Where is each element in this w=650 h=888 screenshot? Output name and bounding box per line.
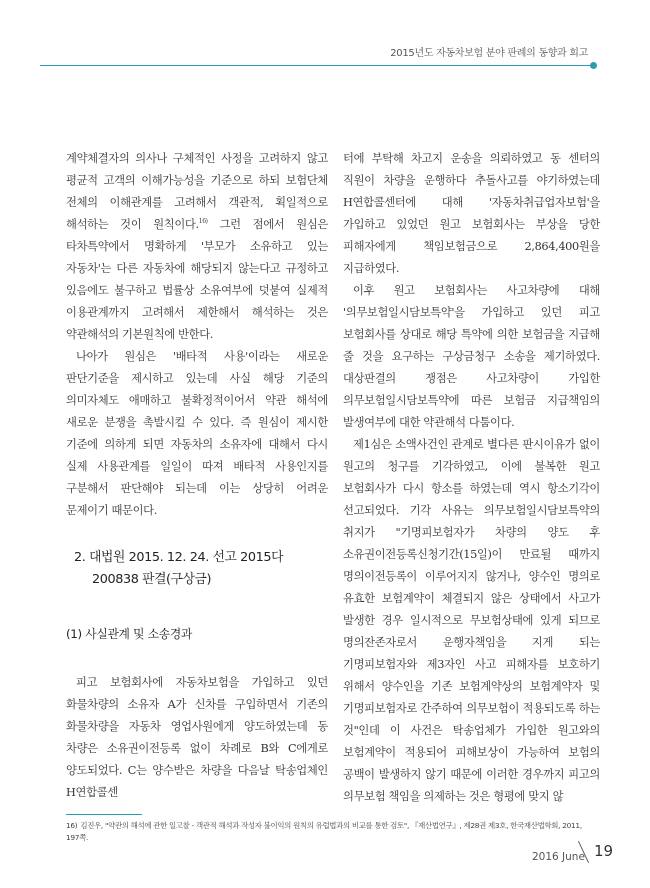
issue-date: 2016 June	[532, 851, 585, 863]
paragraph: 제1심은 소액사건인 관계로 별다른 판시이유가 없이 원고의 청구를 기각하였고, 이에 불복한 원고 보험회사가 다시 항소를 하였는데 역시 항소기각이 선고되었다. 기각 사유는 의무보험일시담보특약의 취지가 "기명피보험자가 차량의 양도 후 소유권이전등록신청기간(15일)이 만료될 때까지 명의이전등록이 이루어지지 않거나, 양수인 명의로 유효한 보험계약이 체결되지 않은 상태에서 사고가 발생한 경우 일시적으로 무보험상태에 있게 되므로 명의잔존자로서 운행자책임을 지게 되는 기명피보험자와 제3자인 사고 피해자를 보호하기 위해서 양수인을 기존 보험계약상의 보험계약자 및 기명피보험자로 간주하여 의무보험이 적용되도록 하는 것"인데 이 사건은 탁송업체가 가입한 원고와의 보험계약이 적용되어 피해보상이 가능하여 보험의 공백이 발생하지 않기 때문에 이러한 경우까지 피고의 의무보험 책임을 의제하는 것은 형평에 맞지 않	[343, 438, 600, 803]
running-header: 2015년도 자동차보험 분야 판례의 동향과 회고	[390, 48, 588, 59]
header-dot	[590, 62, 597, 69]
left-column	[66, 148, 328, 804]
section-heading: 2. 대법원 2015. 12. 24. 선고 2015다200838 판결(구상금)	[74, 550, 284, 587]
subsection-heading: (1) 사실관계 및 소송경과	[66, 627, 193, 641]
right-column	[343, 148, 600, 808]
footnote-number: 16)	[66, 821, 78, 830]
footnote	[66, 820, 586, 844]
footnote-rule	[66, 814, 142, 815]
paragraph: 계약체결자의 의사나 구체적인 사정을 고려하지 않고 평균적 고객의 이해가능성을 기준으로 하되 보험단체 전체의 이해관계를 고려해서 객관적, 획일적으로 해석하는 것이 원칙이다.$^{16)}$ 그런 점에서 원심은 타차특약에서 명확하게 '부모가 소유하고 있는 자동차'는 다른 자동차에 해당되지 않는다고 규정하고 있음에도 불구하고 법률상 소유여부에 덧붙여 실제적 이용관계까지 고려해서 제한해서 해석하는 것은 약관해석의 기본원칙에 반한다.	[66, 152, 328, 341]
paragraph: 이후 원고 보험회사는 사고차량에 대해 '의무보험일시담보특약'을 가입하고 있던 피고 보험회사를 상대로 해당 특약에 의한 보험금을 지급해 줄 것을 요구하는 구상금청구 소송을 제기하였다. 대상판결의 쟁점은 사고차량이 가입한 의무보험일시담보특약에 따른 보험금 지급책임의 발생여부에 대한 약관해석 다툼이다.	[343, 284, 600, 429]
paragraph: 터에 부탁해 차고지 운송을 의뢰하였고 동 센터의 직원이 차량을 운행하다 추돌사고를 야기하였는데 H연합콜센터에 대해 '자동차취급업자보험'을 가입하고 있었던 원고 보험회사는 부상을 당한 피해자에게 책임보험금으로 2,864,400원을 지급하였다.	[343, 152, 600, 275]
footnote-ref[interactable]: 16)	[198, 218, 208, 226]
paragraph: 나아가 원심은 '배타적 사용'이라는 새로운 판단기준을 제시하고 있는데 사실 해당 기준의 의미자체도 애매하고 불확정적이어서 약관 해석에 새로운 분쟁을 촉발시킬 수 있다. 즉 원심이 제시한 기준에 의하게 되면 자동차의 소유자에 대해서 다시 실제 사용관계를 일일이 따져 배타적 사용인지를 구분해서 판단해야 되는데 이는 상당히 어려운 문제이기 때문이다.	[66, 350, 328, 517]
header-rule	[40, 65, 592, 66]
paragraph: 피고 보험회사에 자동차보험을 가입하고 있던 화물차량의 소유자 A가 신차를 구입하면서 기존의 화물차량을 자동차 영업사원에게 양도하였는데 동 차량은 소유권이전등록 없이 차례로 B와 C에게로 양도되었다. C는 양수받은 차량을 다음날 탁송업체인 H연합콜센	[66, 676, 328, 799]
footnote-text: 김진우, "약관의 해석에 관한 일고찰 - 객관적 해석과 작성자 불이익의 원칙의 유럽법과의 비교를 통한 검토", 『재산법연구』, 제28권 제3호, 한국재산법학회, 2011, 197쪽.	[66, 821, 582, 842]
page-number: 19	[594, 842, 614, 860]
